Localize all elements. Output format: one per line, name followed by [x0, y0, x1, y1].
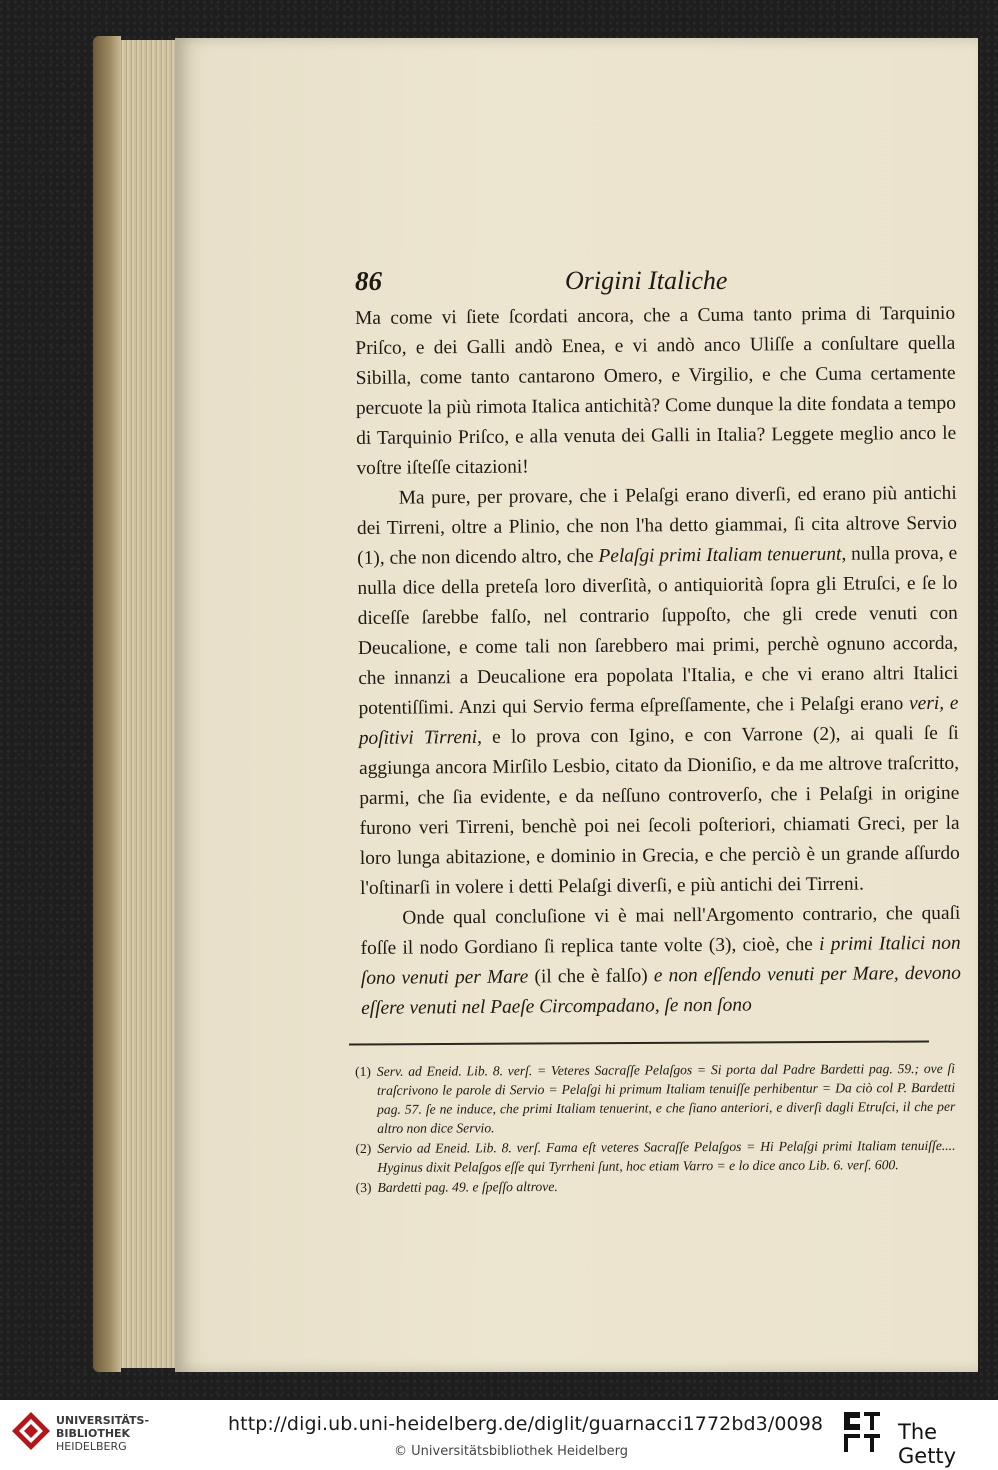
footnote-rule [349, 1040, 929, 1045]
heidelberg-library-icon [10, 1410, 52, 1452]
partner-name: The Getty [898, 1420, 957, 1468]
footnote-mark: (3) [355, 1179, 372, 1195]
footnote [356, 1175, 956, 1197]
italic-run: Pelaſgi primi Italiam tenuerunt [598, 543, 842, 567]
body-paragraph [355, 299, 957, 484]
page-content [355, 266, 961, 1198]
text-run: , nulla prova, e nulla dice della preteſa loro diverſità, o antiquiorità ſopra gli Etruſci, e ſe lo diceſſe ſarebbe falſo, nel contrario ſuppoſto, che gli crede venuti con Deucalione, e come tali non ſarebbero mai primi, perchè ognuno accorda, che innanzi a Deucalione era popolata l'Italia, e che vi erano altri Italici potentiſſimi. Anzi qui Servio ferma eſpreſſamente, che i Pelaſgi erano [357, 542, 959, 719]
text-run: Onde qual concluſione vi è mai nell'Argomento contrario, che quaſi foſſe il nodo Gordiano ſi replica tante volte (3), cioè, che [360, 902, 961, 959]
text-run: , e lo prova con Igino, e con Varrone (2), ai quali ſe ſi aggiunga ancora Mirſilo Lesbio, citato da Dioniſio, e da me altrove traſcritto, parmi, che ſia evidente, e da neſſuno controverſo, che i Pelaſgi in origine furono veri Tirreni, benchè poi nei ſecoli poſteriori, chiamati Greci, per la loro lunga abitazione, e dominio in Grecia, e che perciò è un grande aſſurdo l'oſtinarſi in volere i detti Pelaſgi diverſi, e più antichi dei Tirreni. [358, 722, 960, 899]
italic-run: veri, e poſitivi Tirreni [358, 692, 959, 749]
footnote [355, 1136, 955, 1177]
library-name-line: BIBLIOTHEK [56, 1427, 131, 1440]
text-run: Ma come vi ſiete ſcordati ancora, che a Cuma tanto prima di Tarquinio Priſco, e dei Galli andò Enea, e vi andò anco Uliſſe a conſultare quella Sibilla, come tanto cantarono Omero, e Virgilio, e che Cuma certamente percuote la più rimota Italica antichità? Come dunque la dite fondata a tempo di Tarquinio Priſco, e alla venuta dei Galli in Italia? Leggete meglio anco le voſtre iſteſſe citazioni! [355, 302, 957, 479]
running-head [355, 266, 955, 304]
footnotes [355, 1059, 956, 1197]
footnote-text: Bardetti pag. 49. e ſpeſſo altrove. [377, 1178, 558, 1195]
library-name-line: UNIVERSITÄTS- [56, 1414, 150, 1427]
copyright-notice: © Universitätsbibliothek Heidelberg [394, 1444, 629, 1459]
body-paragraph [357, 479, 961, 904]
viewer-footer [0, 1400, 998, 1470]
footnote-text: Serv. ad Eneid. Lib. 8. verſ. = Veteres Sacraſſe Pelaſgos = Si porta dal Padre Bardetti pag. 59.; ove ſi traſcrivono le parole di Servio = Pelaſgi hi primum Italiam tenuiſſe perhibentur = Da ciò col P. Bardetti pag. 57. ſe ne induce, che primi Italiam tenuerint, e che ſiano anteriori, e diverſi dagli Etruſci, il che per altro non dice Servio. [376, 1060, 956, 1136]
footnote-mark: (2) [355, 1140, 372, 1156]
body-paragraph [360, 899, 961, 1024]
book-cover-edge [93, 36, 121, 1372]
page-number: 86 [355, 266, 382, 296]
getty-logo-icon [842, 1410, 882, 1454]
book-page [175, 38, 978, 1372]
permalink-url[interactable]: http://digi.ub.uni-heidelberg.de/diglit/guarnacci1772bd3/0098 [228, 1413, 824, 1435]
italic-run: e non eſſendo venuti per Mare, devono eſſere venuti nel Paeſe Circompadano, ſe non ſono [361, 962, 961, 1019]
body-text [355, 299, 961, 1024]
book-page-edges [96, 40, 183, 1368]
italic-run: i primi Italici non ſono venuti per Mare [360, 932, 961, 989]
text-run: (il che è falſo) [528, 965, 654, 988]
library-name-line: HEIDELBERG [56, 1440, 127, 1453]
library-name [56, 1414, 149, 1453]
footnote [355, 1059, 955, 1138]
footnote-mark: (1) [355, 1063, 371, 1079]
running-head-title: Origini Italiche [565, 266, 728, 295]
footnote-text: Servio ad Eneid. Lib. 8. verſ. Fama eſt veteres Sacraſſe Pelaſgos = Hi Pelaſgi primi Italiam tenuiſſe.... Hyginus dixit Pelaſgos eſſe qui Tyrrheni ſunt, hoc etiam Varro = e lo dice anco Lib. 6. verſ. 600. [377, 1137, 956, 1175]
text-run: Ma pure, per provare, che i Pelaſgi erano diverſi, ed erano più antichi dei Tirreni, oltre a Plinio, che non l'ha detto giammai, ſi cita altrove Servio (1), che non dicendo altro, che [356, 482, 958, 569]
